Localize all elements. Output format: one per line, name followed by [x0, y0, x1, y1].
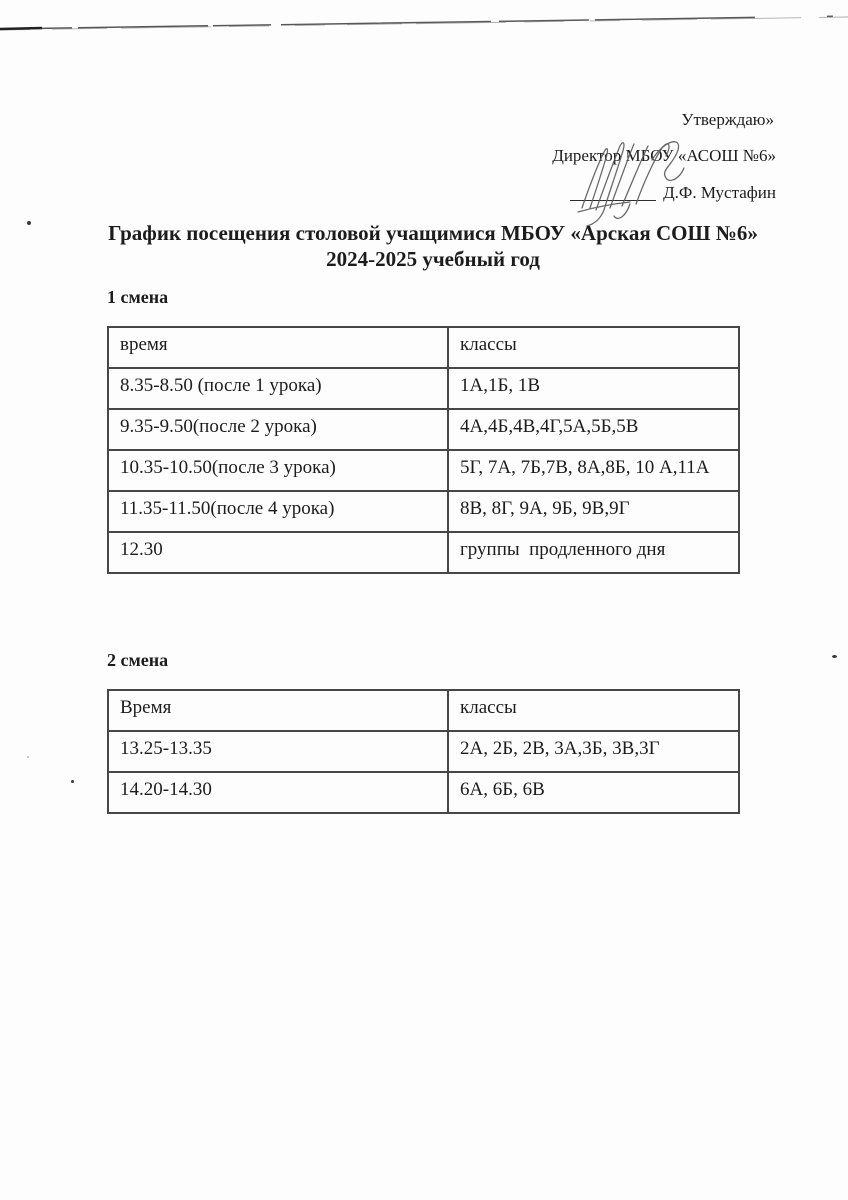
scan-speck [71, 780, 74, 783]
table-header-row [108, 690, 739, 731]
classes-cell: 6А, 6Б, 6В [448, 772, 739, 813]
signature-row [570, 180, 776, 203]
approval-stamp-text: Утверждаю» [681, 110, 774, 129]
time-cell: 12.30 [108, 532, 448, 573]
classes-cell: 5Г, 7А, 7Б,7В, 8А,8Б, 10 А,11А [448, 450, 739, 491]
title-line-2: 2024-2025 учебный год [326, 247, 540, 271]
classes-cell: 1А,1Б, 1В [448, 368, 739, 409]
director-line: Директор МБОУ «АСОШ №6» [552, 146, 776, 165]
table-row [108, 772, 739, 813]
time-cell: 8.35-8.50 (после 1 урока) [108, 368, 448, 409]
scan-speck [27, 756, 29, 758]
time-cell: 14.20-14.30 [108, 772, 448, 813]
scan-speck [832, 655, 837, 658]
shift2-heading: 2 смена [107, 650, 169, 670]
time-header-cell: время [108, 327, 448, 368]
signature-scribble [572, 128, 724, 228]
table-row [108, 409, 739, 450]
signature-line [570, 180, 656, 201]
signer-name: Д.Ф. Мустафин [663, 183, 776, 202]
classes-cell: группы продленного дня [448, 532, 739, 573]
table-header-row [108, 327, 739, 368]
time-cell: 11.35-11.50(после 4 урока) [108, 491, 448, 532]
table-row [108, 450, 739, 491]
scan-speck [27, 221, 31, 225]
table-row [108, 731, 739, 772]
time-cell: 10.35-10.50(после 3 урока) [108, 450, 448, 491]
table-row [108, 368, 739, 409]
table-row [108, 491, 739, 532]
scan-line-artifact [0, 0, 848, 42]
classes-header-cell: классы [448, 327, 739, 368]
title-line-1: График посещения столовой учащимися МБОУ «Арская СОШ №6» [108, 221, 758, 245]
classes-header-cell: классы [448, 690, 739, 731]
table-row [108, 532, 739, 573]
shift1-heading: 1 смена [107, 287, 169, 307]
shift2-table [107, 689, 740, 814]
shift1-table [107, 326, 740, 574]
classes-cell: 2А, 2Б, 2В, 3А,3Б, 3В,3Г [448, 731, 739, 772]
time-cell: 13.25-13.35 [108, 731, 448, 772]
classes-cell: 8В, 8Г, 9А, 9Б, 9В,9Г [448, 491, 739, 532]
document-title [38, 220, 828, 272]
classes-cell: 4А,4Б,4В,4Г,5А,5Б,5В [448, 409, 739, 450]
time-header-cell: Время [108, 690, 448, 731]
time-cell: 9.35-9.50(после 2 урока) [108, 409, 448, 450]
